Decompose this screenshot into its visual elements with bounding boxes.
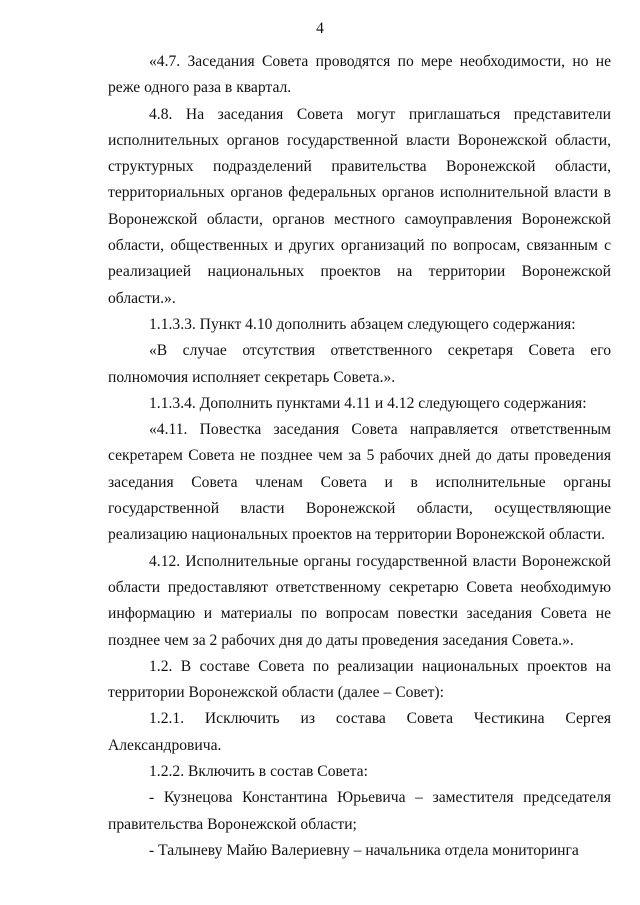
paragraph-1-1-3-4: 1.1.3.4. Дополнить пунктами 4.11 и 4.12 следующего содержания: bbox=[149, 394, 587, 412]
list-item-kuznetsov: - Кузнецова Константина Юрьевича – заместителя председателя правительства Воронежской области; bbox=[108, 789, 611, 833]
paragraph-1-2-2: 1.2.2. Включить в состав Совета: bbox=[149, 763, 368, 781]
paragraph-secretary-replacement: «В случае отсутствия ответственного секретаря Совета его полномочия исполняет секретарь Совета.». bbox=[108, 342, 611, 386]
paragraph-1-1-3-3: 1.1.3.3. Пункт 4.10 дополнить абзацем следующего содержания: bbox=[149, 315, 576, 333]
paragraph-4-11: «4.11. Повестка заседания Совета направляется ответственным секретарем Совета не позднее чем за 5 рабочих дней до даты проведения заседания Совета членам Совета и в исполнительные органы государственной власти Воронежской области, осуществляющие реализацию национальных проектов на территории Воронежской области. bbox=[108, 421, 611, 544]
paragraph-1-2: 1.2. В составе Совета по реализации национальных проектов на территории Воронежской области (далее – Совет): bbox=[108, 657, 611, 702]
list-item-talyneva: - Талыневу Майю Валериевну – начальника отдела мониторинга bbox=[149, 841, 579, 859]
document-body bbox=[108, 49, 611, 864]
paragraph-4-8: 4.8. На заседания Совета могут приглашаться представители исполнительных органов государственной власти Воронежской области, структурных подразделений правительства Воронежской области, территориальных органов федеральных органов исполнительной власти в Воронежской области, органов местного самоуправления Воронежской области, общественных и других организаций по вопросам, связанным с реализацией национальных проектов на территории Воронежской области.». bbox=[108, 105, 611, 307]
paragraph-4-7: «4.7. Заседания Совета проводятся по мере необходимости, но не реже одного раза в квартал. bbox=[108, 53, 611, 97]
paragraph-4-12: 4.12. Исполнительные органы государственной власти Воронежской области предоставляют ответственному секретарю Совета необходимую информацию и материалы по вопросам повестки заседания Совета не позднее чем за 2 рабочих дня до даты проведения заседания Совета.». bbox=[108, 552, 611, 649]
paragraph-1-2-1: 1.2.1. Исключить из состава Совета Честикина Сергея Александровича. bbox=[108, 710, 611, 754]
page-number: 4 bbox=[316, 20, 324, 37]
